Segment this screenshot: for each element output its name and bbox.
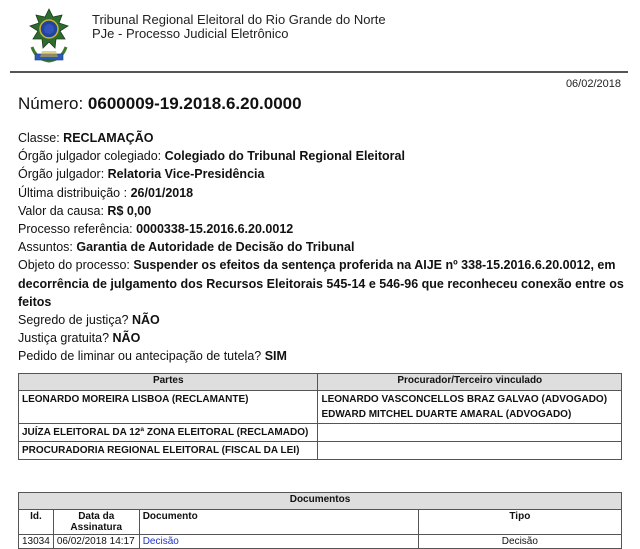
- col-tipo: Tipo: [418, 510, 621, 535]
- field-assuntos: Assuntos: Garantia de Autoridade de Decisão do Tribunal: [18, 240, 355, 255]
- parte-cell: JUÍZA ELEITORAL DA 12ª ZONA ELEITORAL (RECLAMADO): [19, 424, 318, 442]
- doc-tipo: Decisão: [418, 535, 621, 549]
- procurador-cell: [318, 424, 622, 442]
- court-name: Tribunal Regional Eleitoral do Rio Grande do Norte: [92, 12, 386, 27]
- field-liminar: Pedido de liminar ou antecipação de tutela? SIM: [18, 349, 287, 364]
- parte-cell: PROCURADORIA REGIONAL ELEITORAL (FISCAL DA LEI): [19, 442, 318, 460]
- procurador-header: Procurador/Terceiro vinculado: [318, 374, 622, 391]
- process-fields: [18, 129, 624, 366]
- document-header: [0, 0, 640, 72]
- field-orgao-colegiado: Órgão julgador colegiado: Colegiado do Tribunal Regional Eleitoral: [18, 149, 405, 164]
- documentos-title: Documentos: [19, 493, 622, 510]
- doc-data: 06/02/2018 14:17: [53, 535, 139, 549]
- process-number: [18, 94, 302, 114]
- field-justica-gratuita: Justiça gratuita? NÃO: [18, 331, 141, 346]
- table-row: [19, 442, 622, 460]
- field-processo-referencia: Processo referência: 0000338-15.2016.6.20.0012: [18, 222, 294, 237]
- procurador-cell: [318, 442, 622, 460]
- field-valor-causa: Valor da causa: R$ 0,00: [18, 203, 152, 218]
- process-number-label: Número:: [18, 94, 84, 113]
- procurador-cell: LEONARDO VASCONCELLOS BRAZ GALVAO (ADVOGADO) EDWARD MITCHEL DUARTE AMARAL (ADVOGADO): [318, 391, 622, 424]
- field-ultima-distribuicao: Última distribuição : 26/01/2018: [18, 185, 194, 200]
- process-number-value: 0600009-19.2018.6.20.0000: [87, 94, 302, 113]
- brazil-coat-of-arms-icon: [22, 7, 76, 67]
- col-data: Data da Assinatura: [53, 510, 139, 535]
- parte-cell: LEONARDO MOREIRA LISBOA (RECLAMANTE): [19, 391, 318, 424]
- field-orgao-julgador: Órgão julgador: Relatoria Vice-Presidência: [18, 167, 265, 182]
- partes-table: [18, 373, 622, 460]
- field-classe: Classe: RECLAMAÇÃO: [18, 131, 154, 145]
- field-objeto: Objeto do processo: Suspender os efeitos da sentença proferida na AIJE nº 338-15.2016.6.20.0012, em decorrência de julgamento dos Recursos Eleitorais 545-14 e 546-96 que reconheceu conexão entre os feitos: [18, 258, 624, 309]
- table-row: [19, 535, 622, 549]
- documentos-table: [18, 492, 622, 549]
- partes-header: Partes: [19, 374, 318, 391]
- col-id: Id.: [19, 510, 54, 535]
- doc-link[interactable]: Decisão: [139, 535, 418, 549]
- table-row: [19, 391, 622, 424]
- table-row: [19, 424, 622, 442]
- document-date: 06/02/2018: [565, 78, 621, 90]
- doc-id: 13034: [19, 535, 54, 549]
- system-name: PJe - Processo Judicial Eletrônico: [92, 26, 289, 41]
- field-segredo: Segredo de justiça? NÃO: [18, 313, 160, 328]
- header-divider: [10, 71, 628, 73]
- col-documento: Documento: [139, 510, 418, 535]
